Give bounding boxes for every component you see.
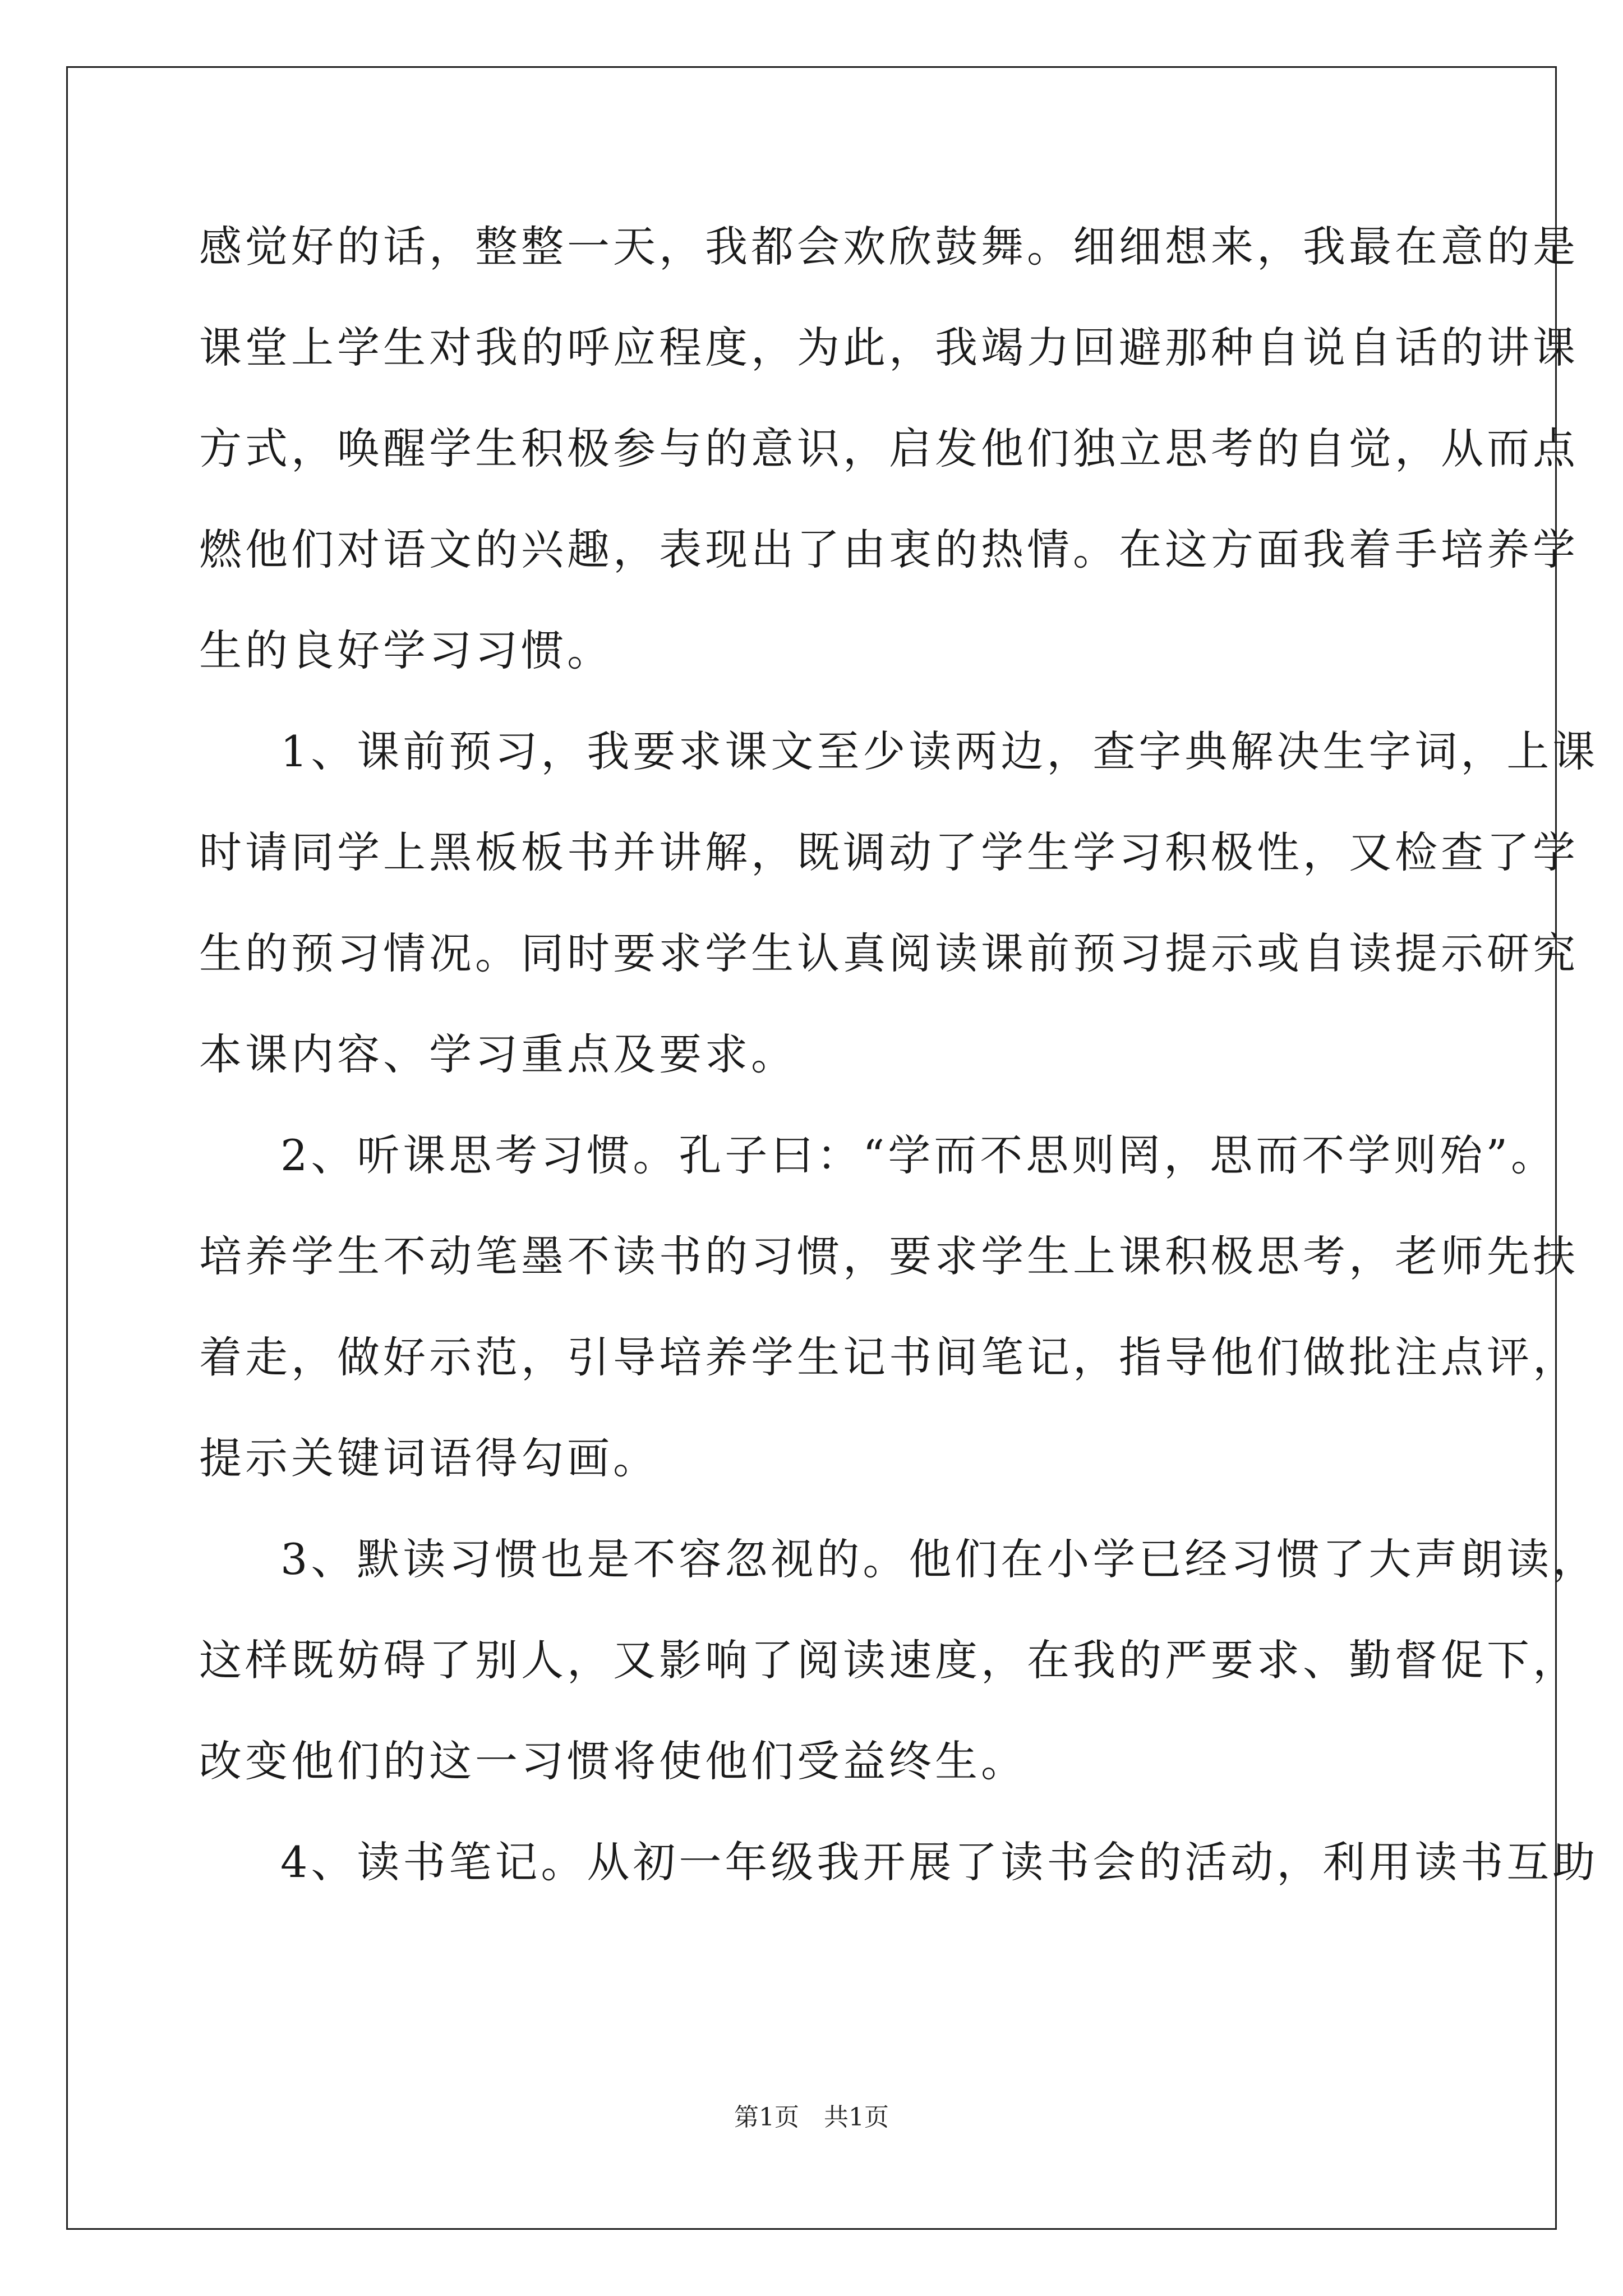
text-line: 提示关键词语得勾画。 bbox=[199, 1433, 659, 1483]
text-line: 方式，唤醒学生积极参与的意识，启发他们独立思考的自觉，从而点 bbox=[199, 424, 1579, 473]
text-line: 燃他们对语文的兴趣，表现出了由衷的热情。在这方面我着手培养学 bbox=[199, 524, 1579, 574]
text-line: 培养学生不动笔墨不读书的习惯，要求学生上课积极思考，老师先扶 bbox=[199, 1231, 1579, 1281]
text-line: 本课内容、学习重点及要求。 bbox=[199, 1029, 797, 1079]
text-line: 感觉好的话，整整一天，我都会欢欣鼓舞。细细想来，我最在意的是 bbox=[199, 222, 1579, 272]
paragraph-start-line: 1、课前预习，我要求课文至少读两边，查字典解决生字词，上课 bbox=[280, 726, 1599, 776]
text-line: 生的预习情况。同时要求学生认真阅读课前预习提示或自读提示研究 bbox=[199, 928, 1579, 978]
text-line: 课堂上学生对我的呼应程度，为此，我竭力回避那种自说自话的讲课 bbox=[199, 323, 1579, 372]
text-line: 时请同学上黑板板书并讲解，既调动了学生学习积极性，又检查了学 bbox=[199, 827, 1579, 877]
paragraph-start-line: 3、默读习惯也是不容忽视的。他们在小学已经习惯了大声朗读， bbox=[280, 1534, 1599, 1584]
text-line: 生的良好学习习惯。 bbox=[199, 625, 613, 675]
text-line: 改变他们的这一习惯将使他们受益终生。 bbox=[199, 1736, 1027, 1786]
paragraph-start-line: 4、读书笔记。从初一年级我开展了读书会的活动，利用读书互助 bbox=[280, 1837, 1599, 1887]
text-line: 着走，做好示范，引导培养学生记书间笔记，指导他们做批注点评， bbox=[199, 1332, 1579, 1382]
text-line: 这样既妨碍了别人，又影响了阅读速度，在我的严要求、勤督促下， bbox=[199, 1635, 1579, 1685]
page-number-footer: 第1页 共1页 bbox=[734, 2103, 889, 2132]
paragraph-start-line: 2、听课思考习惯。孔子曰：“学而不思则罔，思而不学则殆”。 bbox=[280, 1130, 1557, 1180]
